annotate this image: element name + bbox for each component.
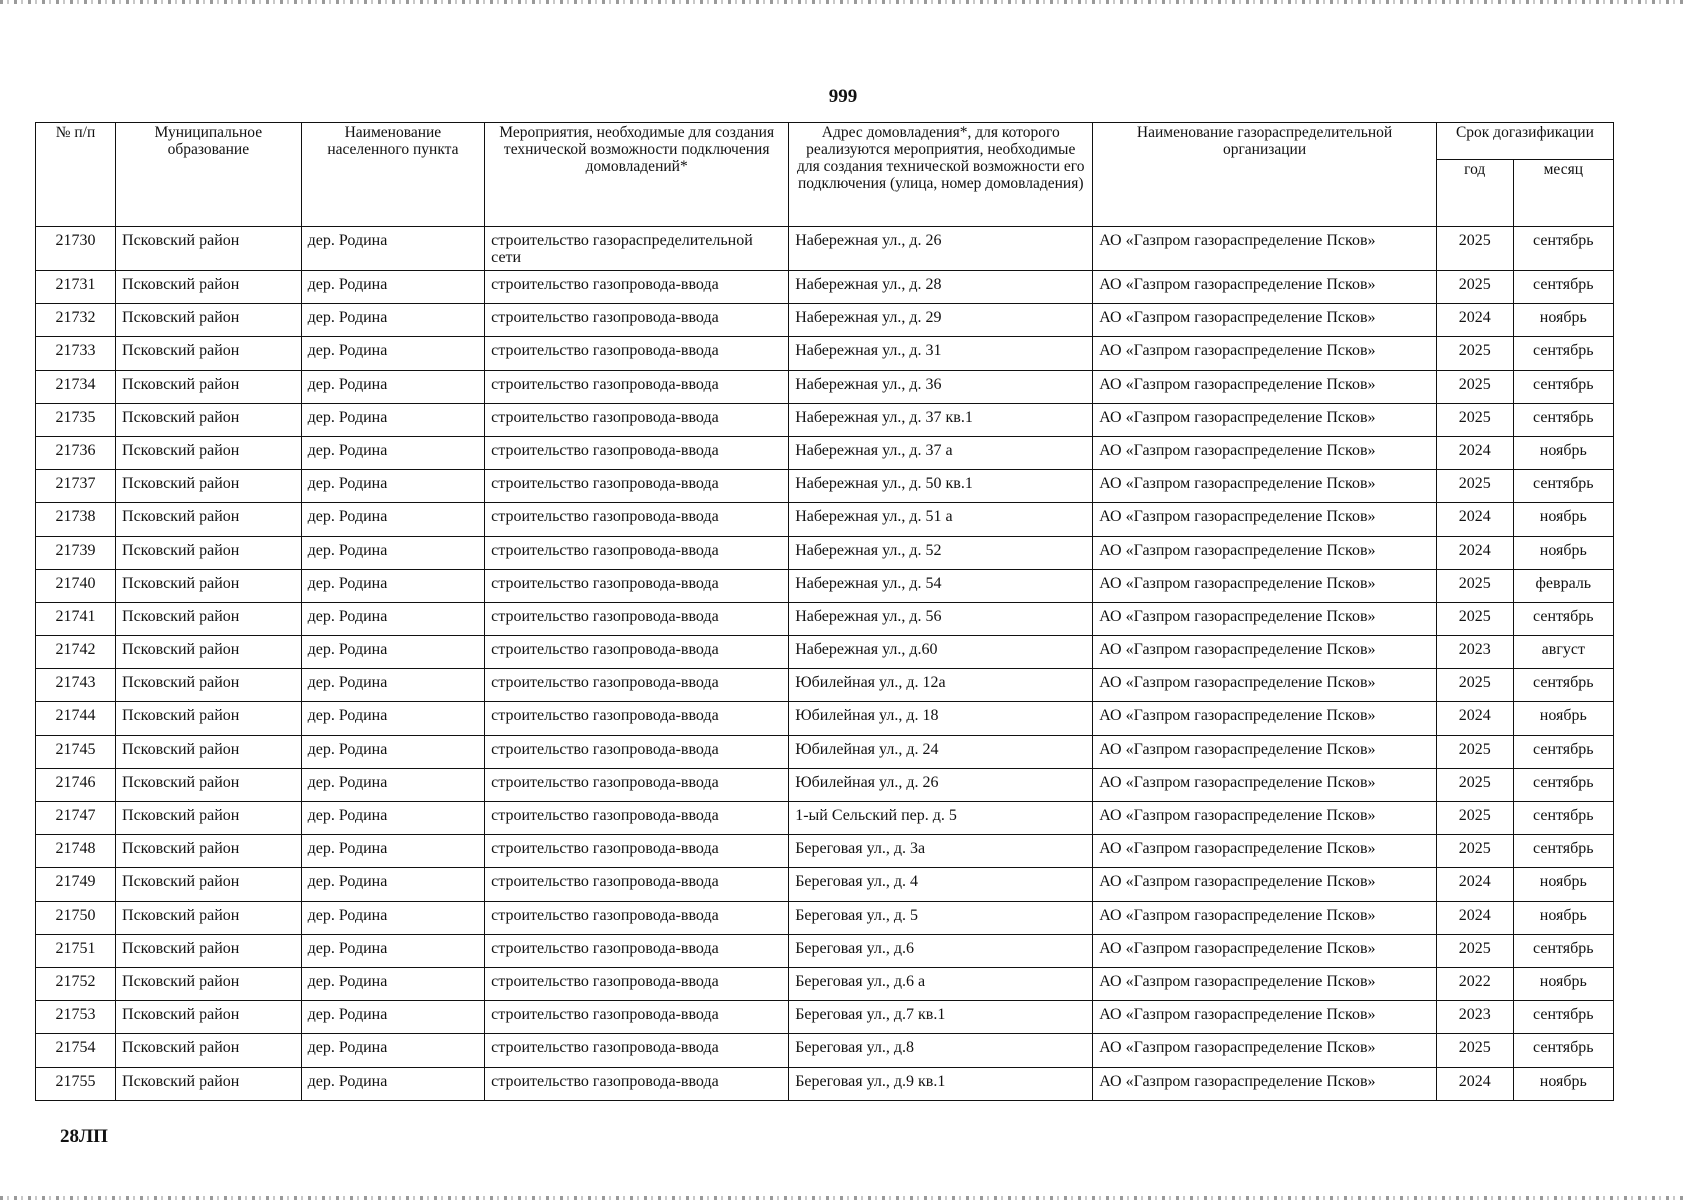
table-row — [36, 669, 1614, 702]
table-row — [36, 436, 1614, 469]
cell-year: 2025 — [1436, 802, 1513, 835]
cell-address: Набережная ул., д. 50 кв.1 — [789, 470, 1093, 503]
cell-address: Набережная ул., д. 26 — [789, 227, 1093, 271]
cell-month: ноябрь — [1513, 868, 1613, 901]
cell-num: 21742 — [36, 636, 116, 669]
cell-settlement: дер. Родина — [301, 768, 485, 801]
cell-year: 2025 — [1436, 934, 1513, 967]
cell-measure: строительство газопровода-ввода — [485, 569, 789, 602]
table-row — [36, 802, 1614, 835]
cell-organization: АО «Газпром газораспределение Псков» — [1093, 271, 1437, 304]
table-row — [36, 503, 1614, 536]
cell-month: ноябрь — [1513, 304, 1613, 337]
cell-settlement: дер. Родина — [301, 436, 485, 469]
table-body — [36, 227, 1614, 1101]
scan-edge-top — [0, 0, 1686, 4]
cell-municipality: Псковский район — [116, 868, 302, 901]
table-row — [36, 271, 1614, 304]
cell-num: 21746 — [36, 768, 116, 801]
cell-municipality: Псковский район — [116, 271, 302, 304]
cell-municipality: Псковский район — [116, 337, 302, 370]
cell-measure: строительство газопровода-ввода — [485, 503, 789, 536]
cell-month: сентябрь — [1513, 337, 1613, 370]
cell-num: 21744 — [36, 702, 116, 735]
cell-organization: АО «Газпром газораспределение Псков» — [1093, 702, 1437, 735]
cell-year: 2025 — [1436, 735, 1513, 768]
cell-organization: АО «Газпром газораспределение Псков» — [1093, 569, 1437, 602]
cell-measure: строительство газопровода-ввода — [485, 536, 789, 569]
table-row — [36, 835, 1614, 868]
table-row — [36, 304, 1614, 337]
cell-municipality: Псковский район — [116, 470, 302, 503]
cell-month: ноябрь — [1513, 436, 1613, 469]
cell-address: Береговая ул., д.9 кв.1 — [789, 1067, 1093, 1100]
cell-organization: АО «Газпром газораспределение Псков» — [1093, 868, 1437, 901]
cell-year: 2025 — [1436, 227, 1513, 271]
cell-address: Набережная ул., д. 52 — [789, 536, 1093, 569]
header-month: месяц — [1513, 160, 1613, 227]
scan-edge-bottom — [0, 1196, 1686, 1200]
cell-num: 21738 — [36, 503, 116, 536]
cell-measure: строительство газопровода-ввода — [485, 768, 789, 801]
cell-settlement: дер. Родина — [301, 967, 485, 1000]
cell-organization: АО «Газпром газораспределение Псков» — [1093, 227, 1437, 271]
cell-settlement: дер. Родина — [301, 304, 485, 337]
cell-num: 21748 — [36, 835, 116, 868]
cell-settlement: дер. Родина — [301, 503, 485, 536]
table-row — [36, 337, 1614, 370]
header-year: год — [1436, 160, 1513, 227]
cell-organization: АО «Газпром газораспределение Псков» — [1093, 503, 1437, 536]
table-row — [36, 768, 1614, 801]
cell-num: 21740 — [36, 569, 116, 602]
cell-measure: строительство газопровода-ввода — [485, 1034, 789, 1067]
cell-settlement: дер. Родина — [301, 702, 485, 735]
cell-municipality: Псковский район — [116, 403, 302, 436]
cell-settlement: дер. Родина — [301, 470, 485, 503]
cell-municipality: Псковский район — [116, 967, 302, 1000]
cell-settlement: дер. Родина — [301, 868, 485, 901]
cell-organization: АО «Газпром газораспределение Псков» — [1093, 536, 1437, 569]
cell-year: 2025 — [1436, 835, 1513, 868]
cell-municipality: Псковский район — [116, 802, 302, 835]
cell-address: Береговая ул., д.7 кв.1 — [789, 1001, 1093, 1034]
cell-month: ноябрь — [1513, 967, 1613, 1000]
cell-organization: АО «Газпром газораспределение Псков» — [1093, 602, 1437, 635]
cell-num: 21749 — [36, 868, 116, 901]
cell-num: 21745 — [36, 735, 116, 768]
cell-num: 21755 — [36, 1067, 116, 1100]
cell-year: 2022 — [1436, 967, 1513, 1000]
cell-num: 21731 — [36, 271, 116, 304]
cell-settlement: дер. Родина — [301, 569, 485, 602]
cell-measure: строительство газопровода-ввода — [485, 636, 789, 669]
table-header-row — [36, 123, 1614, 160]
cell-measure: строительство газопровода-ввода — [485, 602, 789, 635]
table-row — [36, 868, 1614, 901]
cell-month: ноябрь — [1513, 536, 1613, 569]
cell-municipality: Псковский район — [116, 636, 302, 669]
table-row — [36, 227, 1614, 271]
table-row — [36, 602, 1614, 635]
cell-address: Набережная ул., д. 28 — [789, 271, 1093, 304]
header-address: Адрес домовладения*, для которого реализуются мероприятия, необходимые для создания технической возможности его подключения (улица, номер домовладения) — [789, 123, 1093, 227]
cell-month: сентябрь — [1513, 370, 1613, 403]
cell-address: Набережная ул., д. 37 кв.1 — [789, 403, 1093, 436]
cell-year: 2025 — [1436, 569, 1513, 602]
cell-month: сентябрь — [1513, 470, 1613, 503]
cell-measure: строительство газопровода-ввода — [485, 304, 789, 337]
cell-month: сентябрь — [1513, 271, 1613, 304]
table-row — [36, 403, 1614, 436]
cell-measure: строительство газораспределительной сети — [485, 227, 789, 271]
cell-municipality: Псковский район — [116, 304, 302, 337]
cell-address: Набережная ул., д. 29 — [789, 304, 1093, 337]
cell-measure: строительство газопровода-ввода — [485, 669, 789, 702]
cell-month: август — [1513, 636, 1613, 669]
page-number: 999 — [828, 86, 858, 107]
cell-address: Береговая ул., д.6 а — [789, 967, 1093, 1000]
cell-organization: АО «Газпром газораспределение Псков» — [1093, 1034, 1437, 1067]
cell-address: Набережная ул., д. 36 — [789, 370, 1093, 403]
cell-month: ноябрь — [1513, 503, 1613, 536]
cell-measure: строительство газопровода-ввода — [485, 901, 789, 934]
cell-measure: строительство газопровода-ввода — [485, 403, 789, 436]
cell-organization: АО «Газпром газораспределение Псков» — [1093, 403, 1437, 436]
cell-municipality: Псковский район — [116, 768, 302, 801]
cell-address: Береговая ул., д.6 — [789, 934, 1093, 967]
cell-num: 21743 — [36, 669, 116, 702]
cell-num: 21751 — [36, 934, 116, 967]
cell-settlement: дер. Родина — [301, 636, 485, 669]
cell-address: Береговая ул., д.8 — [789, 1034, 1093, 1067]
cell-num: 21741 — [36, 602, 116, 635]
cell-measure: строительство газопровода-ввода — [485, 802, 789, 835]
cell-address: Юбилейная ул., д. 12а — [789, 669, 1093, 702]
cell-settlement: дер. Родина — [301, 934, 485, 967]
cell-organization: АО «Газпром газораспределение Псков» — [1093, 835, 1437, 868]
cell-organization: АО «Газпром газораспределение Псков» — [1093, 636, 1437, 669]
cell-organization: АО «Газпром газораспределение Псков» — [1093, 370, 1437, 403]
cell-address: Набережная ул., д. 31 — [789, 337, 1093, 370]
cell-num: 21753 — [36, 1001, 116, 1034]
cell-year: 2024 — [1436, 503, 1513, 536]
cell-address: Береговая ул., д. 4 — [789, 868, 1093, 901]
cell-num: 21734 — [36, 370, 116, 403]
cell-num: 21737 — [36, 470, 116, 503]
cell-month: сентябрь — [1513, 1001, 1613, 1034]
cell-municipality: Псковский район — [116, 1001, 302, 1034]
cell-settlement: дер. Родина — [301, 403, 485, 436]
table-row — [36, 470, 1614, 503]
cell-organization: АО «Газпром газораспределение Псков» — [1093, 901, 1437, 934]
cell-num: 21752 — [36, 967, 116, 1000]
table-row — [36, 735, 1614, 768]
cell-year: 2024 — [1436, 901, 1513, 934]
cell-year: 2024 — [1436, 304, 1513, 337]
cell-num: 21735 — [36, 403, 116, 436]
header-organization: Наименование газораспределительной организации — [1093, 123, 1437, 227]
cell-settlement: дер. Родина — [301, 901, 485, 934]
cell-address: Набережная ул., д. 54 — [789, 569, 1093, 602]
header-num: № п/п — [36, 123, 116, 227]
cell-address: Набережная ул., д. 37 а — [789, 436, 1093, 469]
cell-organization: АО «Газпром газораспределение Псков» — [1093, 337, 1437, 370]
cell-year: 2025 — [1436, 1034, 1513, 1067]
cell-organization: АО «Газпром газораспределение Псков» — [1093, 470, 1437, 503]
cell-year: 2023 — [1436, 636, 1513, 669]
cell-year: 2025 — [1436, 768, 1513, 801]
table-row — [36, 1034, 1614, 1067]
cell-month: сентябрь — [1513, 735, 1613, 768]
cell-municipality: Псковский район — [116, 227, 302, 271]
cell-month: сентябрь — [1513, 227, 1613, 271]
cell-measure: строительство газопровода-ввода — [485, 337, 789, 370]
cell-settlement: дер. Родина — [301, 271, 485, 304]
cell-settlement: дер. Родина — [301, 337, 485, 370]
cell-year: 2024 — [1436, 868, 1513, 901]
cell-municipality: Псковский район — [116, 901, 302, 934]
cell-year: 2025 — [1436, 271, 1513, 304]
gasification-table — [35, 122, 1614, 1101]
cell-month: ноябрь — [1513, 1067, 1613, 1100]
cell-municipality: Псковский район — [116, 735, 302, 768]
cell-num: 21750 — [36, 901, 116, 934]
cell-settlement: дер. Родина — [301, 1067, 485, 1100]
table-row — [36, 934, 1614, 967]
table-row — [36, 536, 1614, 569]
cell-num: 21747 — [36, 802, 116, 835]
header-settlement: Наименование населенного пункта — [301, 123, 485, 227]
cell-measure: строительство газопровода-ввода — [485, 934, 789, 967]
cell-measure: строительство газопровода-ввода — [485, 1001, 789, 1034]
table-row — [36, 1067, 1614, 1100]
cell-organization: АО «Газпром газораспределение Псков» — [1093, 934, 1437, 967]
cell-year: 2025 — [1436, 370, 1513, 403]
cell-measure: строительство газопровода-ввода — [485, 271, 789, 304]
cell-year: 2024 — [1436, 702, 1513, 735]
cell-num: 21732 — [36, 304, 116, 337]
cell-municipality: Псковский район — [116, 602, 302, 635]
cell-address: Набережная ул., д. 56 — [789, 602, 1093, 635]
cell-address: Юбилейная ул., д. 26 — [789, 768, 1093, 801]
cell-year: 2023 — [1436, 1001, 1513, 1034]
cell-year: 2025 — [1436, 403, 1513, 436]
footer-code: 28ЛП — [60, 1126, 108, 1147]
table-row — [36, 370, 1614, 403]
cell-month: сентябрь — [1513, 1034, 1613, 1067]
cell-organization: АО «Газпром газораспределение Псков» — [1093, 735, 1437, 768]
cell-measure: строительство газопровода-ввода — [485, 1067, 789, 1100]
cell-year: 2025 — [1436, 470, 1513, 503]
cell-settlement: дер. Родина — [301, 536, 485, 569]
cell-organization: АО «Газпром газораспределение Псков» — [1093, 802, 1437, 835]
cell-month: сентябрь — [1513, 835, 1613, 868]
cell-month: ноябрь — [1513, 901, 1613, 934]
cell-month: сентябрь — [1513, 669, 1613, 702]
cell-address: Юбилейная ул., д. 18 — [789, 702, 1093, 735]
cell-municipality: Псковский район — [116, 370, 302, 403]
cell-address: Набережная ул., д.60 — [789, 636, 1093, 669]
cell-year: 2025 — [1436, 602, 1513, 635]
cell-month: сентябрь — [1513, 768, 1613, 801]
table-row — [36, 702, 1614, 735]
cell-address: Береговая ул., д. 3а — [789, 835, 1093, 868]
cell-municipality: Псковский район — [116, 1034, 302, 1067]
table-row — [36, 967, 1614, 1000]
cell-measure: строительство газопровода-ввода — [485, 470, 789, 503]
cell-settlement: дер. Родина — [301, 669, 485, 702]
cell-num: 21739 — [36, 536, 116, 569]
cell-year: 2024 — [1436, 536, 1513, 569]
cell-settlement: дер. Родина — [301, 602, 485, 635]
cell-municipality: Псковский район — [116, 503, 302, 536]
cell-settlement: дер. Родина — [301, 835, 485, 868]
cell-organization: АО «Газпром газораспределение Псков» — [1093, 436, 1437, 469]
cell-settlement: дер. Родина — [301, 1034, 485, 1067]
cell-municipality: Псковский район — [116, 1067, 302, 1100]
cell-organization: АО «Газпром газораспределение Псков» — [1093, 304, 1437, 337]
cell-year: 2025 — [1436, 669, 1513, 702]
header-municipality: Муниципальное образование — [116, 123, 302, 227]
table-row — [36, 1001, 1614, 1034]
cell-municipality: Псковский район — [116, 569, 302, 602]
cell-settlement: дер. Родина — [301, 1001, 485, 1034]
cell-settlement: дер. Родина — [301, 802, 485, 835]
cell-year: 2024 — [1436, 436, 1513, 469]
cell-month: сентябрь — [1513, 403, 1613, 436]
cell-month: сентябрь — [1513, 934, 1613, 967]
cell-num: 21736 — [36, 436, 116, 469]
table-row — [36, 901, 1614, 934]
cell-year: 2024 — [1436, 1067, 1513, 1100]
cell-municipality: Псковский район — [116, 934, 302, 967]
cell-settlement: дер. Родина — [301, 735, 485, 768]
cell-measure: строительство газопровода-ввода — [485, 967, 789, 1000]
table-row — [36, 636, 1614, 669]
cell-organization: АО «Газпром газораспределение Псков» — [1093, 768, 1437, 801]
cell-num: 21733 — [36, 337, 116, 370]
cell-settlement: дер. Родина — [301, 370, 485, 403]
cell-address: Береговая ул., д. 5 — [789, 901, 1093, 934]
cell-settlement: дер. Родина — [301, 227, 485, 271]
cell-address: Набережная ул., д. 51 а — [789, 503, 1093, 536]
cell-organization: АО «Газпром газораспределение Псков» — [1093, 669, 1437, 702]
cell-measure: строительство газопровода-ввода — [485, 702, 789, 735]
cell-address: Юбилейная ул., д. 24 — [789, 735, 1093, 768]
cell-address: 1-ый Сельский пер. д. 5 — [789, 802, 1093, 835]
cell-municipality: Псковский район — [116, 536, 302, 569]
cell-municipality: Псковский район — [116, 669, 302, 702]
cell-organization: АО «Газпром газораспределение Псков» — [1093, 967, 1437, 1000]
cell-measure: строительство газопровода-ввода — [485, 835, 789, 868]
cell-measure: строительство газопровода-ввода — [485, 370, 789, 403]
cell-year: 2025 — [1436, 337, 1513, 370]
cell-organization: АО «Газпром газораспределение Псков» — [1093, 1067, 1437, 1100]
table-row — [36, 569, 1614, 602]
cell-measure: строительство газопровода-ввода — [485, 735, 789, 768]
cell-organization: АО «Газпром газораспределение Псков» — [1093, 1001, 1437, 1034]
cell-measure: строительство газопровода-ввода — [485, 436, 789, 469]
cell-municipality: Псковский район — [116, 835, 302, 868]
cell-municipality: Псковский район — [116, 702, 302, 735]
cell-month: сентябрь — [1513, 802, 1613, 835]
cell-month: сентябрь — [1513, 602, 1613, 635]
cell-num: 21754 — [36, 1034, 116, 1067]
cell-measure: строительство газопровода-ввода — [485, 868, 789, 901]
cell-month: ноябрь — [1513, 702, 1613, 735]
cell-month: февраль — [1513, 569, 1613, 602]
header-measures: Мероприятия, необходимые для создания технической возможности подключения домовладений* — [485, 123, 789, 227]
header-deadline: Срок догазификации — [1436, 123, 1613, 160]
cell-num: 21730 — [36, 227, 116, 271]
cell-municipality: Псковский район — [116, 436, 302, 469]
